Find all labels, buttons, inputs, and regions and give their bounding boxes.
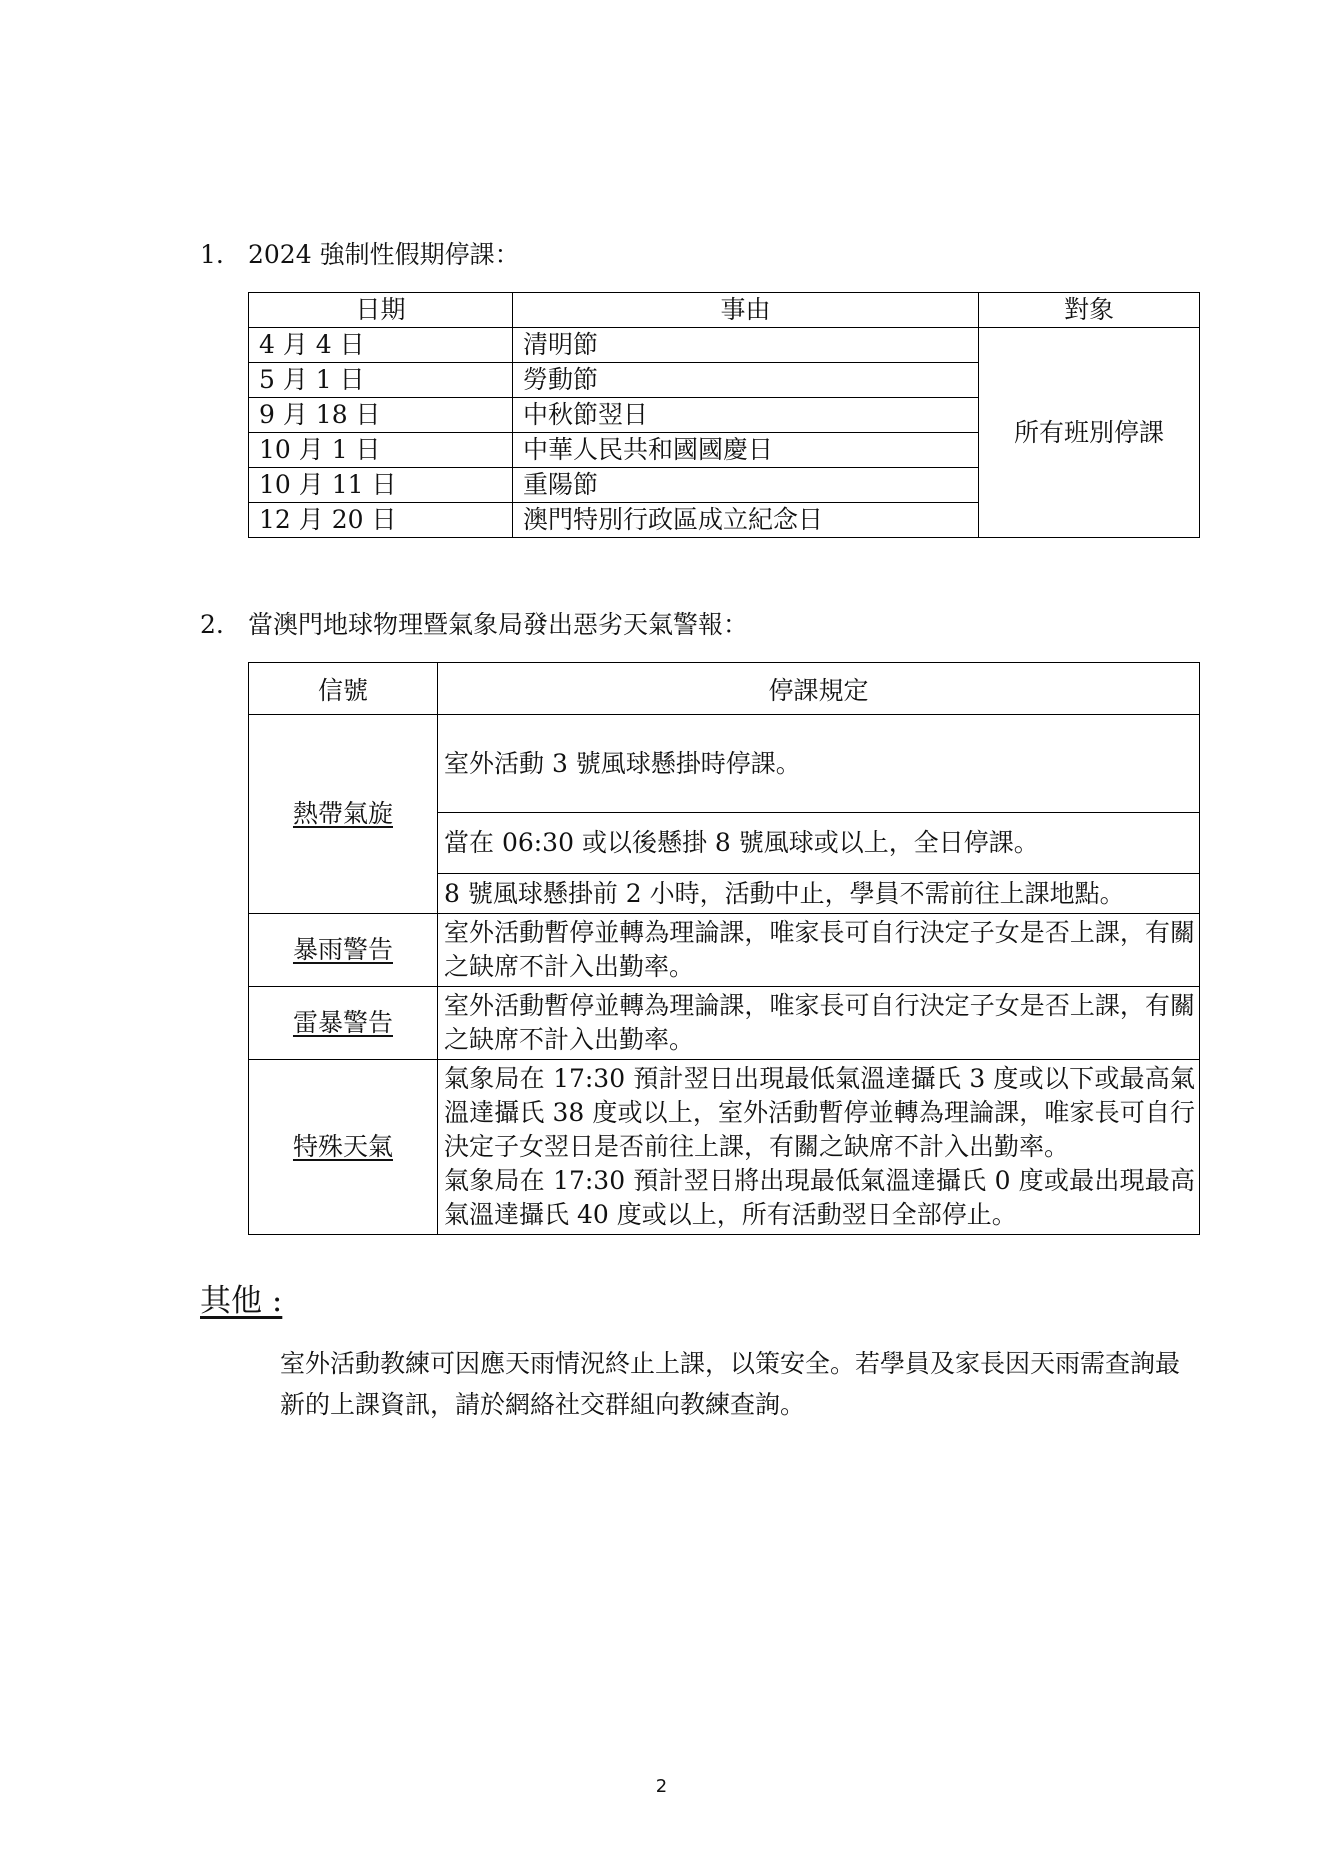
holiday-date: 9 月 18 日 (249, 398, 513, 433)
table-row (249, 715, 1200, 813)
special-rule-part2: 氣象局在 17:30 預計翌日將出現最低氣溫達攝氏 0 度或最出現最高氣溫達攝氏 40 度或以上，所有活動翌日全部停止。 (444, 1166, 1195, 1229)
section1-number: 1. (200, 240, 224, 269)
header-rule: 停課規定 (438, 663, 1200, 715)
section2-number: 2. (200, 610, 224, 639)
holiday-date: 5 月 1 日 (249, 363, 513, 398)
typhoon-rule: 8 號風球懸掛前 2 小時，活動中止，學員不需前往上課地點。 (438, 874, 1200, 914)
others-body: 室外活動教練可因應天雨情況終止上課，以策安全。若學員及家長因天雨需查詢最新的上課資訊，請於網絡社交群組向教練查詢。 (280, 1349, 1181, 1419)
holiday-date: 12 月 20 日 (249, 503, 513, 538)
signal-thunderstorm: 雷暴警告 (249, 987, 438, 1060)
header-target: 對象 (979, 293, 1200, 328)
holiday-date: 10 月 11 日 (249, 468, 513, 503)
signal-rainstorm: 暴雨警告 (249, 914, 438, 987)
table-row (249, 914, 1200, 987)
holiday-table-header (249, 293, 1200, 328)
section1-title: 2024 強制性假期停課： (248, 240, 520, 269)
header-signal: 信號 (249, 663, 438, 715)
table-row (249, 328, 1200, 363)
header-reason: 事由 (513, 293, 979, 328)
holiday-date: 10 月 1 日 (249, 433, 513, 468)
holiday-reason: 中秋節翌日 (513, 398, 979, 433)
holiday-target: 所有班別停課 (979, 328, 1200, 538)
holiday-reason: 勞動節 (513, 363, 979, 398)
page-number: 2 (655, 1776, 668, 1797)
weather-table (248, 662, 1200, 1235)
others-title: 其他 : (200, 1283, 283, 1319)
weather-table-header (249, 663, 1200, 715)
section2-heading (200, 610, 748, 640)
holiday-reason: 重陽節 (513, 468, 979, 503)
section2-title: 當澳門地球物理暨氣象局發出惡劣天氣警報： (248, 610, 749, 639)
header-date: 日期 (249, 293, 513, 328)
signal-typhoon: 熱帶氣旋 (249, 715, 438, 914)
holiday-date: 4 月 4 日 (249, 328, 513, 363)
holiday-table (248, 292, 1200, 538)
thunderstorm-rule: 室外活動暫停並轉為理論課，唯家長可自行決定子女是否上課，有關之缺席不計入出勤率。 (438, 987, 1200, 1060)
special-rule (438, 1060, 1200, 1235)
section1-heading (200, 240, 520, 270)
typhoon-rule: 室外活動 3 號風球懸掛時停課。 (438, 715, 1200, 813)
typhoon-rule: 當在 06:30 或以後懸掛 8 號風球或以上，全日停課。 (438, 813, 1200, 874)
special-rule-part1: 氣象局在 17:30 預計翌日出現最低氣溫達攝氏 3 度或以下或最高氣溫達攝氏 38 度或以上，室外活動暫停並轉為理論課，唯家長可自行決定子女翌日是否前往上課，有關之缺席不計入出勤率。 (444, 1064, 1195, 1161)
holiday-reason: 清明節 (513, 328, 979, 363)
holiday-reason: 中華人民共和國國慶日 (513, 433, 979, 468)
holiday-reason: 澳門特別行政區成立紀念日 (513, 503, 979, 538)
table-row (249, 1060, 1200, 1235)
rainstorm-rule: 室外活動暫停並轉為理論課，唯家長可自行決定子女是否上課，有關之缺席不計入出勤率。 (438, 914, 1200, 987)
table-row (249, 987, 1200, 1060)
signal-special: 特殊天氣 (249, 1060, 438, 1235)
